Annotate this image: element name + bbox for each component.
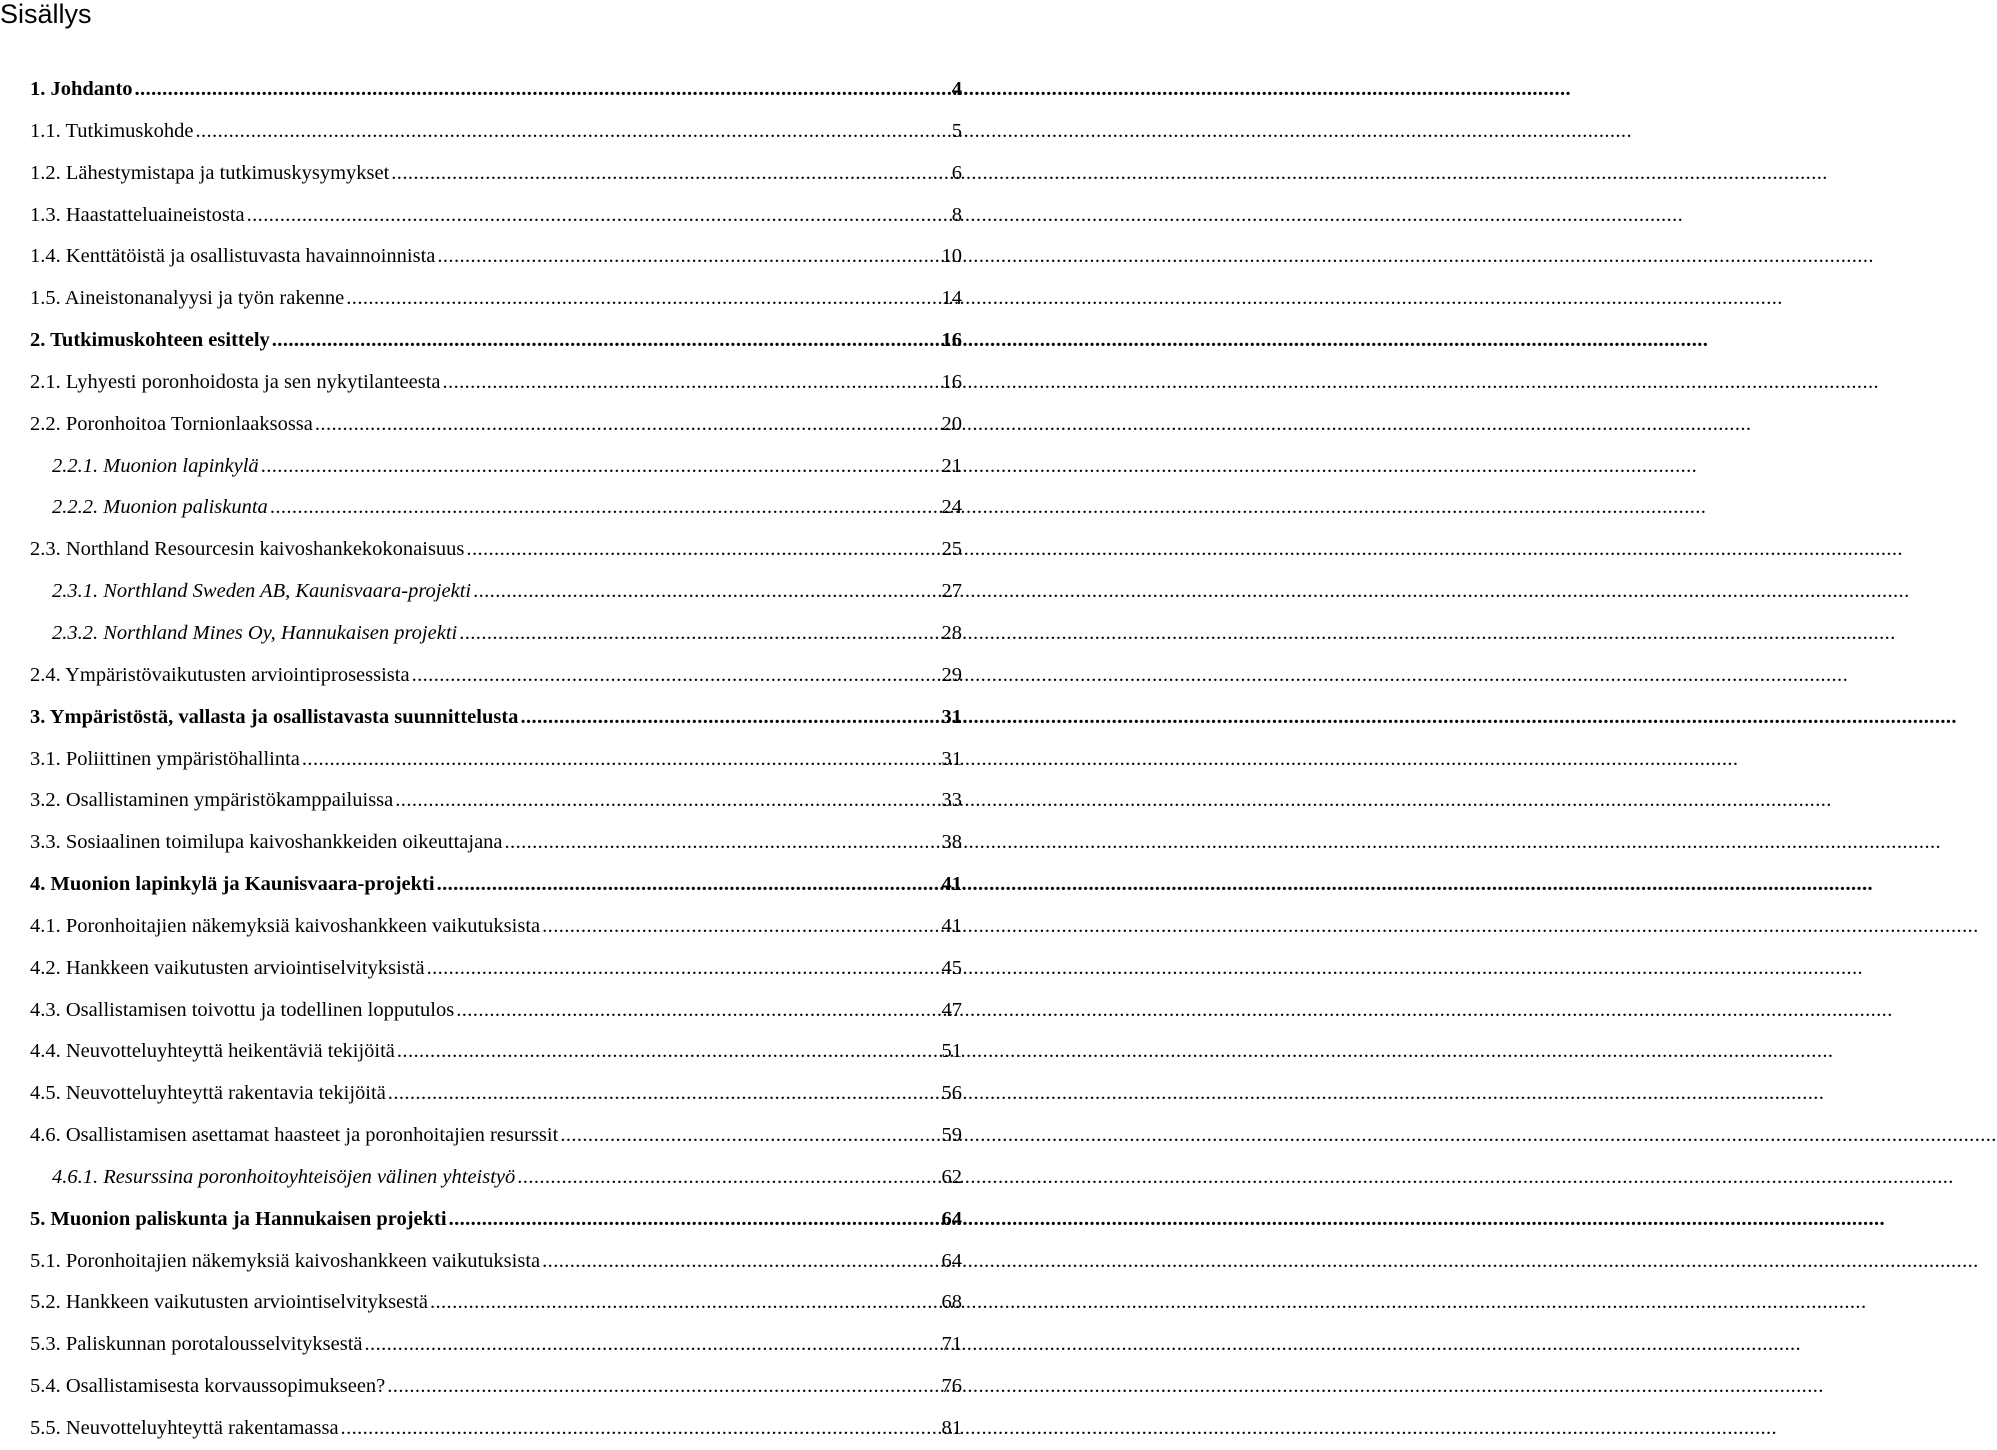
toc-entry-title: 2.2.2. Muonion paliskunta	[52, 496, 268, 519]
toc-dot-leader	[520, 697, 940, 739]
toc-page-number: 81	[941, 1417, 962, 1439]
toc-dot-leader	[517, 1157, 940, 1199]
toc-page-number: 24	[941, 496, 962, 519]
toc-page-number: 59	[941, 1124, 962, 1147]
toc-entry[interactable]	[0, 404, 962, 446]
toc-entry-title: 5.5. Neuvotteluyhteyttä rakentamassa	[30, 1417, 339, 1439]
toc-entry-title: 5. Muonion paliskunta ja Hannukaisen projekti	[30, 1207, 447, 1230]
toc-dot-leader	[412, 655, 941, 697]
toc-entry-title: 2.3.1. Northland Sweden AB, Kaunisvaara-projekti	[52, 580, 472, 603]
toc-entry[interactable]	[0, 822, 962, 864]
toc-entry[interactable]	[0, 1073, 962, 1115]
toc-entry-title: 3.3. Sosiaalinen toimilupa kaivoshankkeiden oikeuttajana	[30, 831, 503, 854]
toc-dot-leader	[270, 487, 941, 529]
toc-dot-leader	[505, 822, 941, 864]
toc-page-number: 38	[941, 831, 962, 854]
toc-page-number: 21	[941, 454, 962, 477]
toc-page-number: 68	[941, 1291, 962, 1314]
toc-page-number: 14	[941, 287, 962, 310]
toc-page-number: 64	[941, 1249, 962, 1272]
toc-dot-leader	[466, 529, 940, 571]
toc-dot-leader	[391, 153, 950, 195]
toc-page-number: 6	[951, 161, 962, 184]
toc-dot-leader	[247, 195, 951, 237]
toc-entry[interactable]	[0, 1157, 962, 1199]
toc-entry[interactable]	[0, 487, 962, 529]
toc-entry[interactable]	[0, 529, 962, 571]
toc-entry[interactable]	[0, 69, 962, 111]
toc-dot-leader	[388, 1073, 941, 1115]
toc-entry-title: 3. Ympäristöstä, vallasta ja osallistavasta suunnittelusta	[30, 705, 519, 728]
toc-page-number: 51	[941, 1040, 962, 1063]
toc-page-number: 41	[941, 873, 962, 896]
toc-entry[interactable]	[0, 990, 962, 1032]
toc-entry-title: 2.3. Northland Resourcesin kaivoshankekokonaisuus	[30, 538, 465, 561]
toc-page-number: 16	[941, 370, 962, 393]
toc-entry-title: 4.5. Neuvotteluyhteyttä rakentavia tekijöitä	[30, 1082, 386, 1105]
toc-dot-leader	[397, 1031, 941, 1073]
toc-entry[interactable]	[0, 1241, 962, 1283]
toc-entry-title: 1.2. Lähestymistapa ja tutkimuskysymykset	[30, 161, 390, 184]
toc-entry-title: 1.5. Aineistonanalyysi ja työn rakenne	[30, 287, 345, 310]
toc-page-number: 8	[951, 203, 962, 226]
toc-entry-title: 2.3.2. Northland Mines Oy, Hannukaisen projekti	[52, 621, 458, 644]
toc-entry[interactable]	[0, 1115, 962, 1157]
toc-entry-title: 4.6.1. Resurssina poronhoitoyhteisöjen välinen yhteistyö	[52, 1165, 516, 1188]
toc-entry[interactable]	[0, 739, 962, 781]
toc-entry-title: 4.6. Osallistamisen asettamat haasteet ja poronhoitajien resurssit	[30, 1124, 559, 1147]
toc-dot-leader	[365, 1324, 941, 1366]
toc-page-number: 10	[941, 245, 962, 268]
toc-entry[interactable]	[0, 1031, 962, 1073]
toc-entry[interactable]	[0, 571, 962, 613]
toc-entry[interactable]	[0, 906, 962, 948]
toc-dot-leader	[473, 571, 940, 613]
toc-entry[interactable]	[0, 320, 962, 362]
toc-dot-leader	[437, 236, 940, 278]
toc-entry[interactable]	[0, 446, 962, 488]
toc-entry-title: 4.1. Poronhoitajien näkemyksiä kaivoshankkeen vaikutuksista	[30, 914, 541, 937]
toc-dot-leader	[437, 864, 941, 906]
toc-page-number: 16	[941, 329, 962, 352]
toc-entry-title: 3.1. Poliittinen ympäristöhallinta	[30, 747, 300, 770]
toc-entry-title: 4.2. Hankkeen vaikutusten arviointiselvityksistä	[30, 956, 425, 979]
toc-entry-title: 5.3. Paliskunnan porotalousselvityksestä	[30, 1333, 363, 1356]
toc-entry[interactable]	[0, 613, 962, 655]
toc-page-number: 47	[941, 998, 962, 1021]
toc-entry[interactable]	[0, 1366, 962, 1408]
toc-entry-title: 1.1. Tutkimuskohde	[30, 119, 194, 142]
toc-entry[interactable]	[0, 948, 962, 990]
toc-entry-title: 2.1. Lyhyesti poronhoidosta ja sen nykytilanteesta	[30, 370, 441, 393]
toc-dot-leader	[542, 906, 940, 948]
toc-entry[interactable]	[0, 697, 962, 739]
toc-entry-title: 2.2.1. Muonion lapinkylä	[52, 454, 259, 477]
toc-entry-title: 4.4. Neuvotteluyhteyttä heikentäviä tekijöitä	[30, 1040, 395, 1063]
toc-entry-title: 1.4. Kenttätöistä ja osallistuvasta havainnoinnista	[30, 245, 436, 268]
toc-dot-leader	[387, 1366, 940, 1408]
table-of-contents	[0, 69, 962, 1450]
toc-entry[interactable]	[0, 655, 962, 697]
toc-dot-leader	[261, 446, 941, 488]
toc-dot-leader	[315, 404, 941, 446]
toc-entry[interactable]	[0, 1199, 962, 1241]
toc-entry-title: 2. Tutkimuskohteen esittely	[30, 329, 270, 352]
toc-page-number: 41	[941, 914, 962, 937]
toc-dot-leader	[272, 320, 941, 362]
toc-dot-leader	[427, 948, 941, 990]
toc-page-number: 71	[941, 1333, 962, 1356]
toc-entry-title: 5.4. Osallistamisesta korvaussopimukseen?	[30, 1375, 386, 1398]
toc-dot-leader	[443, 362, 941, 404]
toc-entry[interactable]	[0, 278, 962, 320]
toc-entry[interactable]	[0, 1282, 962, 1324]
toc-page-number: 27	[941, 580, 962, 603]
toc-entry-title: 5.1. Poronhoitajien näkemyksiä kaivoshankkeen vaikutuksista	[30, 1249, 541, 1272]
toc-dot-leader	[195, 111, 950, 153]
toc-page-number: 28	[941, 621, 962, 644]
toc-page-number: 62	[941, 1165, 962, 1188]
toc-dot-leader	[430, 1282, 941, 1324]
toc-entry[interactable]	[0, 153, 962, 195]
toc-entry-title: 2.2. Poronhoitoa Tornionlaaksossa	[30, 412, 313, 435]
toc-dot-leader	[135, 69, 951, 111]
toc-entry-title: 5.2. Hankkeen vaikutusten arviointiselvityksestä	[30, 1291, 428, 1314]
toc-entry[interactable]	[0, 362, 962, 404]
toc-entry-title: 2.4. Ympäristövaikutusten arviointiprosessista	[30, 663, 410, 686]
toc-page-number: 4	[951, 78, 962, 100]
toc-page-number: 29	[941, 663, 962, 686]
toc-page-number: 64	[941, 1207, 962, 1230]
toc-page-number: 33	[941, 789, 962, 812]
toc-entry[interactable]	[0, 195, 962, 237]
toc-page-number: 5	[951, 119, 962, 142]
toc-entry[interactable]	[0, 111, 962, 153]
toc-page-number: 45	[941, 956, 962, 979]
toc-entry[interactable]	[0, 1324, 962, 1366]
toc-entry-title: 4. Muonion lapinkylä ja Kaunisvaara-projekti	[30, 873, 435, 896]
toc-page-number: 76	[941, 1375, 962, 1398]
toc-dot-leader	[560, 1115, 940, 1157]
toc-page-number: 25	[941, 538, 962, 561]
toc-dot-leader	[302, 739, 941, 781]
toc-page-number: 20	[941, 412, 962, 435]
toc-entry-title: 1.3. Haastatteluaineistosta	[30, 203, 245, 226]
toc-entry[interactable]	[0, 236, 962, 278]
toc-dot-leader	[449, 1199, 941, 1241]
toc-dot-leader	[459, 613, 940, 655]
toc-entry-title: 4.3. Osallistamisen toivottu ja todellinen lopputulos	[30, 998, 455, 1021]
toc-page-number: 56	[941, 1082, 962, 1105]
toc-dot-leader	[395, 780, 940, 822]
toc-page-number: 31	[941, 705, 962, 728]
toc-entry[interactable]	[0, 864, 962, 906]
toc-dot-leader	[341, 1408, 941, 1450]
toc-dot-leader	[456, 990, 940, 1032]
page-title: Sisällys	[0, 0, 92, 29]
toc-entry-title: 1. Johdanto	[30, 78, 133, 100]
toc-entry-title: 3.2. Osallistaminen ympäristökamppailuissa	[30, 789, 394, 812]
toc-dot-leader	[346, 278, 940, 320]
toc-page-number: 31	[941, 747, 962, 770]
toc-entry[interactable]	[0, 1408, 962, 1450]
toc-dot-leader	[542, 1241, 940, 1283]
toc-entry[interactable]	[0, 780, 962, 822]
